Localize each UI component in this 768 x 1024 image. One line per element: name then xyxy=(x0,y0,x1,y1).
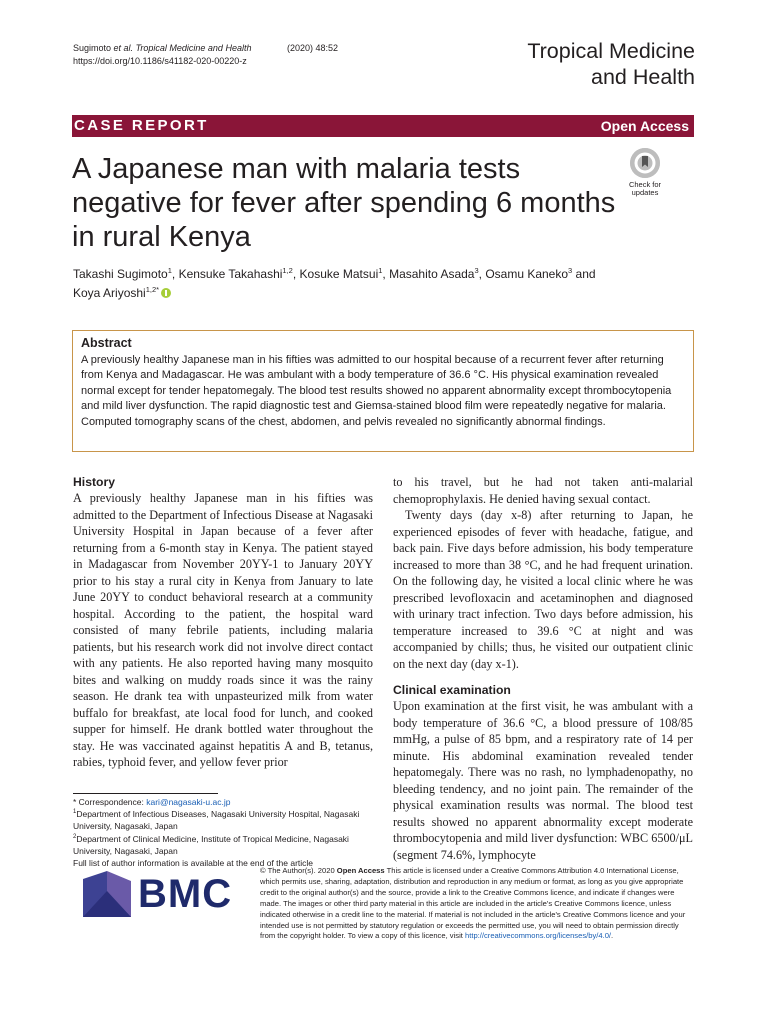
author-separator: , xyxy=(382,267,390,281)
author-separator: and xyxy=(572,267,596,281)
author-name[interactable]: Kosuke Matsui xyxy=(299,267,379,281)
author-affiliation: 3 xyxy=(474,266,479,275)
license-copyright: © The Author(s). 2020 xyxy=(260,866,337,875)
left-column xyxy=(73,474,373,771)
check-for-updates-button[interactable] xyxy=(620,148,670,200)
author-affiliation: 1 xyxy=(378,266,383,275)
journal-name-line1: Tropical Medicine xyxy=(527,39,695,63)
history-fever-paragraph: Twenty days (day x-8) after returning to Japan, he experienced episodes of fever with headache, fatigue, and back pain. Five days before admission, his body temperature increased to more than 38 °C, and he had frequent urination. On the following day, he visited a local clinic where he was prescribed levofloxacin and acetaminophen and diagnosed with urinary tract infection. Two days before admission, his temperature increased to 39.6 °C at night and was accompanied by chills; thus, he visited our outpatient clinic on the next day (day x-1). xyxy=(393,508,693,671)
citation-authors: Sugimoto xyxy=(73,43,114,53)
citation-line xyxy=(73,42,339,55)
bookmark-refresh-icon xyxy=(630,148,660,178)
author-separator: , xyxy=(292,267,300,281)
orcid-icon[interactable] xyxy=(161,288,171,298)
clinical-examination-paragraph: Upon examination at the first visit, he was ambulant with a body temperature of 36.6 °C, a blood pressure of 108/85 mmHg, a pulse of 85 bpm, and a respiratory rate of 14 per minute. His abdominal examination revealed tender hepatomegaly. There was no rash, no lymphadenopathy, no bleeding tendency, and no joint pain. The remainder of the physical examination results was normal. The blood test results showed no apparent abnormality except moderate thrombocytopenia and mild liver dysfunction: WBC 6500/μL (segment 74.6%, lymphocyte xyxy=(393,699,693,862)
author-affiliation: 1 xyxy=(167,266,172,275)
doi-link[interactable]: https://doi.org/10.1186/s41182-020-00220-z xyxy=(73,56,247,66)
citation-journal: Tropical Medicine and Health xyxy=(135,43,252,53)
footnote-divider xyxy=(73,793,218,794)
author-separator: , xyxy=(171,267,179,281)
author-affiliation: 3 xyxy=(568,266,573,275)
history-heading: History xyxy=(73,475,115,489)
citation-block xyxy=(73,42,339,68)
check-updates-line2: updates xyxy=(631,188,659,197)
history-continued-paragraph: to his travel, but he had not taken anti-malarial chemoprophylaxis. He denied having sexual contact. xyxy=(393,475,693,506)
author-affiliation: 1,2 xyxy=(282,266,293,275)
clinical-examination-heading: Clinical examination xyxy=(393,683,511,697)
author-affiliation: 1,2* xyxy=(145,285,160,294)
affiliation-1 xyxy=(73,808,373,832)
journal-brand xyxy=(527,38,695,90)
bmc-logo-mark-icon xyxy=(83,871,133,917)
article-type-banner xyxy=(72,115,694,137)
author-info-note: Full list of author information is available at the end of the article xyxy=(73,858,314,869)
author-separator: , xyxy=(478,267,486,281)
correspondence-label: * Correspondence: xyxy=(73,797,147,807)
right-column xyxy=(393,474,693,863)
citation-etal: et al. xyxy=(113,43,134,53)
abstract-heading: Abstract xyxy=(81,336,132,350)
correspondence-email-link[interactable]: kari@nagasaki-u.ac.jp xyxy=(146,797,231,807)
author-name[interactable]: Osamu Kaneko xyxy=(485,267,569,281)
affiliation-text: Department of Clinical Medicine, Institute of Tropical Medicine, Nagasaki University, Nagasaki, Japan xyxy=(73,833,349,856)
check-updates-line1: Check for xyxy=(628,180,662,189)
article-title: A Japanese man with malaria tests negative for fever after spending 6 months in rural Kenya xyxy=(72,153,616,253)
license-text xyxy=(260,866,692,942)
article-type-label: CASE REPORT xyxy=(74,117,209,134)
affiliation-2 xyxy=(73,833,373,857)
footnotes xyxy=(73,796,373,869)
bmc-logo xyxy=(83,870,233,918)
abstract-text: A previously healthy Japanese man in his fifties was admitted to our hospital because of a recurrent fever after returning from Kenya and Madagascar. He was ambulant with a body temperature of 36.6 °C. His physical examination revealed normal except for tender hepatomegaly. The blood test results showed no apparent abnormality except thrombocytopenia and mild liver dysfunction. The rapid diagnostic test and Giemsa-stained blood film were repeatedly negative for malaria. Computed tomography scans of the chest, abdomen, and pelvis revealed no significantly abnormal findings. xyxy=(81,354,672,428)
correspondence-line xyxy=(73,796,373,808)
bmc-logo-text: BMC xyxy=(138,872,233,916)
author-name[interactable]: Kensuke Takahashi xyxy=(178,267,283,281)
journal-name-line2: and Health xyxy=(591,65,695,89)
abstract-box xyxy=(72,330,694,452)
license-url-link[interactable]: http://creativecommons.org/licenses/by/4.0/ xyxy=(465,931,612,941)
affiliation-text: Department of Infectious Diseases, Nagasaki University Hospital, Nagasaki University, Nagasaki, Japan xyxy=(73,809,360,832)
author-name[interactable]: Koya Ariyoshi xyxy=(73,286,146,300)
open-access-label: Open Access xyxy=(600,118,689,134)
history-paragraph: A previously healthy Japanese man in his fifties was admitted to the Department of Infectious Disease at Nagasaki University Hospital in Japan because of a fever after returning from a 6-month stay in Kenya. The patient stayed in Madagascar from November 20YY-1 to January 20YY prior to his stay a rural city in Kenya from January to late June 20YY to conduct behavioral research at a community hospital. According to the patient, the hospital ward consisted of many febrile patients, including malaria patients, but his research work did not involve direct contact with any patients. He also reported having many mosquito bites and walking on muddy roads since it was the rainy season. He drank tea with unpasteurized milk from water buffalo for breakfast, ate local food for lunch, and cooked supper for himself. He drank bottled water throughout the stay. He was vaccinated against hepatitis A and B, tetanus, rabies, typhoid fever, and yellow fever prior xyxy=(73,491,373,769)
affiliation-number: 1 xyxy=(73,809,77,816)
author-list xyxy=(73,265,633,303)
affiliation-number: 2 xyxy=(73,833,77,840)
author-name[interactable]: Masahito Asada xyxy=(389,267,475,281)
license-end: . xyxy=(611,931,614,941)
author-name[interactable]: Takashi Sugimoto xyxy=(73,267,168,281)
license-body: This article is licensed under a Creative Commons Attribution 4.0 International License, which permits use, sharing, adaptation, distribution and reproduction in any medium or format, as long as you give appropriate credit to the original author(s) and the source, provide a link to the Creative Commons licence, and indicate if changes were made. The images or other third party material in this article are included in the article's Creative Commons licence, unless indicated otherwise in a credit line to the material. If material is not included in the article's Creative Commons licence and your intended use is not permitted by statutory regulation or exceeds the permitted use, you will need to obtain permission directly from the copyright holder. To view a copy of this licence, visit xyxy=(260,866,686,941)
citation-yearvol: (2020) 48:52 xyxy=(287,43,339,53)
license-open-access: Open Access xyxy=(336,866,385,875)
